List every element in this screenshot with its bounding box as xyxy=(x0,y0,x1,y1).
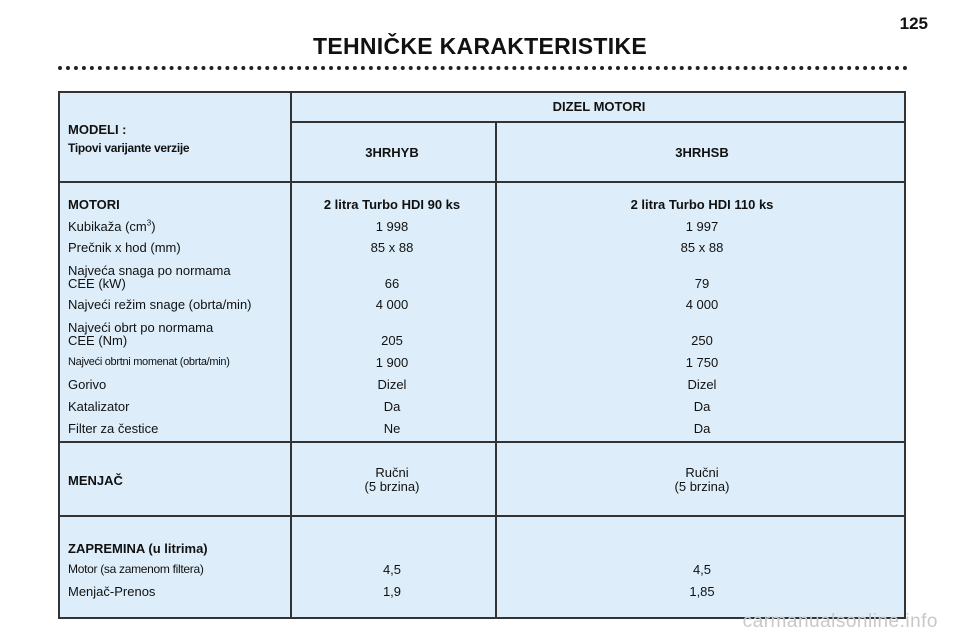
gearbox-col1-line2: (5 brzina) xyxy=(364,479,420,494)
page-title: TEHNIČKE KARAKTERISTIKE xyxy=(312,33,648,59)
row-label-fuel: Gorivo xyxy=(68,377,107,392)
line-header-bottom xyxy=(60,181,906,183)
row-value: Dizel xyxy=(687,377,717,392)
row-label-power-line1: Najveća snaga po normama xyxy=(68,263,231,278)
line-gearbox-bottom xyxy=(60,515,906,517)
row-label-bore-stroke: Prečnik x hod (mm) xyxy=(68,240,181,255)
line-header-split xyxy=(290,121,906,123)
row-value: Da xyxy=(693,399,711,414)
page-number: 125 xyxy=(899,14,928,33)
row-value: 250 xyxy=(691,333,713,348)
row-value: 1 900 xyxy=(375,355,409,370)
row-value: 66 xyxy=(384,276,400,291)
col1-engine-name: 2 litra Turbo HDI 90 ks xyxy=(323,197,461,212)
row-value: 4 000 xyxy=(375,297,409,312)
row-value: 1,9 xyxy=(382,584,402,599)
row-value: 1 998 xyxy=(375,219,409,234)
models-label: MODELI : xyxy=(68,122,127,137)
row-label-gearbox-oil: Menjač-Prenos xyxy=(68,584,156,599)
row-value: Da xyxy=(383,399,401,414)
col2-header: 3HRHSB xyxy=(675,145,729,160)
col1-header: 3HRHYB xyxy=(365,145,419,160)
row-value: 85 x 88 xyxy=(370,240,414,255)
row-value: 85 x 88 xyxy=(680,240,724,255)
gearbox-col2-line1: Ručni xyxy=(685,465,719,480)
row-value: Dizel xyxy=(377,377,407,392)
gearbox-label: MENJAČ xyxy=(68,473,123,488)
row-label-torque-line2: CEE (Nm) xyxy=(68,333,128,348)
gearbox-col1-line1: Ručni xyxy=(375,465,409,480)
row-label-displacement: Kubikaža $(cm^3)$ xyxy=(68,218,156,234)
row-label-torque-rpm: Najveći obrtni momenat (obrta/min) xyxy=(68,356,230,368)
capacity-label: ZAPREMINA (u litrima) xyxy=(68,541,208,556)
row-label-torque-line1: Najveći obrt po normama xyxy=(68,320,214,335)
group-title: DIZEL MOTORI xyxy=(552,99,646,114)
row-value: 1 997 xyxy=(685,219,719,234)
row-value: 1,85 xyxy=(689,584,715,599)
row-value: 4 000 xyxy=(685,297,719,312)
row-value: 205 xyxy=(381,333,403,348)
row-label-particle-filter: Filter za čestice xyxy=(68,421,159,436)
row-label-catalyst: Katalizator xyxy=(68,399,130,414)
row-value: 79 xyxy=(694,276,710,291)
types-label: Tipovi varijante verzije xyxy=(68,141,190,155)
specs-table xyxy=(58,91,906,619)
row-value: 4,5 xyxy=(692,562,712,577)
col2-engine-name: 2 litra Turbo HDI 110 ks xyxy=(630,197,774,212)
row-value: 1 750 xyxy=(685,355,719,370)
row-label-power-line2: CEE (kW) xyxy=(68,276,126,291)
engine-section-label: MOTORI xyxy=(68,197,120,212)
watermark: carmanualsonline.info xyxy=(742,611,938,632)
row-label-max-power-rpm: Najveći režim snage (obrta/min) xyxy=(68,297,252,312)
row-value: Ne xyxy=(383,421,401,436)
line-engine-bottom xyxy=(60,441,906,443)
dotted-divider xyxy=(58,66,908,70)
row-value: Da xyxy=(693,421,711,436)
row-label-engine-oil: Motor (sa zamenom filtera) xyxy=(68,562,204,576)
line-col-split xyxy=(495,121,497,619)
row-value: 4,5 xyxy=(382,562,402,577)
gearbox-col2-line2: (5 brzina) xyxy=(674,479,730,494)
